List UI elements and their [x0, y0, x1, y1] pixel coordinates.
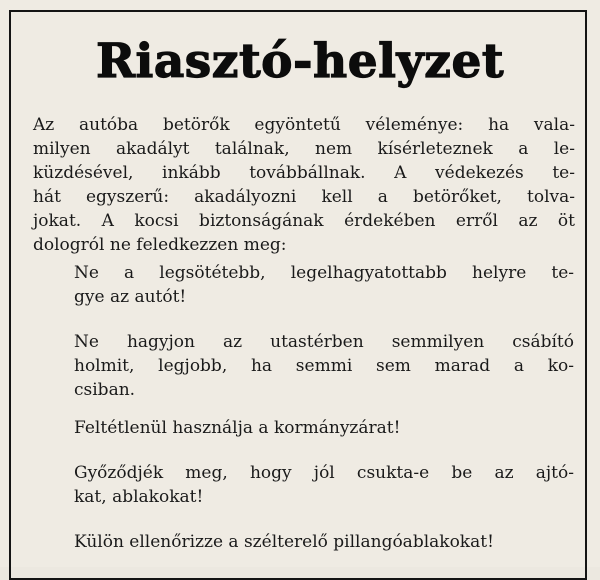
tip-line: holmit, legjobb, ha semmi sem marad a ko- [74, 356, 574, 376]
tip-line: Ne a legsötétebb, legelhagyatottabb helyre te- [74, 263, 574, 283]
intro-line: dologról ne feledkezzen meg: [33, 235, 287, 255]
intro-line: hát egyszerű: akadályozni kell a betörőket, tolva- [33, 187, 575, 207]
tip-line: Győződjék meg, hogy jól csukta-e be az ajtó- [74, 463, 574, 483]
tip-line: csiban. [74, 380, 136, 400]
tip-paragraph [74, 261, 574, 309]
intro-line: milyen akadályt találnak, nem kísérleteznek a le- [33, 139, 575, 159]
tip-line: Külön ellenőrizze a szélterelő pillangóablakokat! [74, 532, 494, 552]
tip-paragraph [74, 530, 574, 554]
intro-paragraph [33, 113, 575, 257]
tip-paragraph [74, 330, 574, 402]
tip-paragraph [74, 416, 574, 440]
intro-line: küzdésével, inkább továbbállnak. A védekezés te- [33, 163, 575, 183]
tip-paragraph [74, 461, 574, 509]
tip-line: Feltétlenül használja a kormányzárat! [74, 418, 401, 438]
tip-line: Ne hagyjon az utastérben semmilyen csábító [74, 332, 574, 352]
intro-line: jokat. A kocsi biztonságának érdekében erről az öt [33, 211, 575, 231]
tip-line: gye az autót! [74, 287, 187, 307]
intro-line: Az autóba betörők egyöntetű véleménye: ha vala- [33, 115, 575, 135]
article-title: Riasztó-helyzet [95, 34, 505, 89]
tip-line: kat, ablakokat! [74, 487, 204, 507]
